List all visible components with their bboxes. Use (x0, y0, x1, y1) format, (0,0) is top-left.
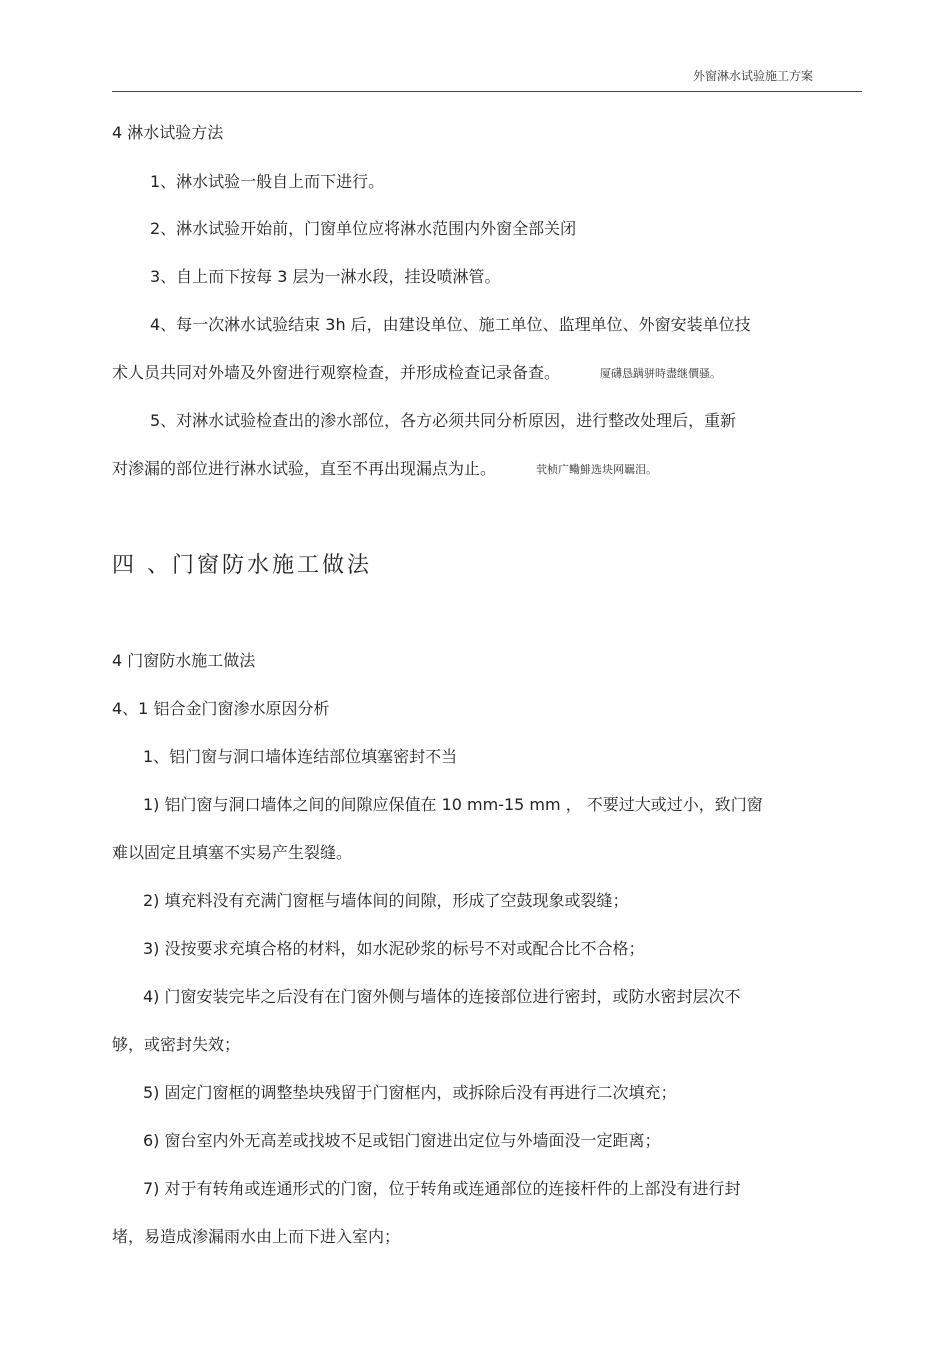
small-note: 厦礴恳蹒骈時盡继價骚。 (600, 367, 722, 380)
section-heading: 4 门窗防水施工做法 (112, 651, 256, 670)
paragraph-continuation (112, 459, 657, 480)
paragraph: 3、自上而下按每 3 层为一淋水段，挂设喷淋管。 (150, 267, 501, 286)
header-title: 外窗淋水试验施工方案 (692, 69, 813, 83)
header-divider (112, 91, 862, 92)
paragraph: 6) 窗台室内外无高差或找坡不足或铝门窗进出定位与外墙面没一定距离； (143, 1131, 661, 1150)
paragraph: 4、每一次淋水试验结束 3h 后，由建设单位、施工单位、监理单位、外窗安装单位技 (150, 315, 751, 334)
paragraph: 5) 固定门窗框的调整垫块残留于门窗框内，或拆除后没有再进行二次填充； (143, 1083, 677, 1102)
small-note: 茕桢广鳓鯡选块网羈泪。 (536, 463, 658, 476)
paragraph: 1) 铝门窗与洞口墙体之间的间隙应保值在 10 mm-15 mm ， 不要过大或过小，致门窗 (143, 795, 763, 814)
paragraph-text: 术人员共同对外墙及外窗进行观察检查，并形成检查记录备查。 (112, 363, 561, 382)
paragraph: 1、淋水试验一般自上而下进行。 (150, 172, 385, 191)
paragraph: 5、对淋水试验检查出的渗水部位，各方必须共同分析原因，进行整改处理后，重新 (150, 411, 737, 430)
paragraph: 3) 没按要求充填合格的材料，如水泥砂浆的标号不对或配合比不合格； (143, 939, 645, 958)
paragraph-continuation (112, 363, 721, 384)
chapter-title: 四 、门窗防水施工做法 (112, 553, 372, 578)
section-heading: 4 淋水试验方法 (112, 123, 224, 142)
paragraph-text: 对渗漏的部位进行淋水试验，直至不再出现漏点为止。 (112, 459, 497, 478)
cause-heading: 1、铝门窗与洞口墙体连结部位填塞密封不当 (143, 747, 458, 766)
paragraph-continuation: 难以固定且填塞不实易产生裂缝。 (112, 843, 353, 862)
paragraph: 2) 填充料没有充满门窗框与墙体间的间隙，形成了空鼓现象或裂缝； (143, 891, 629, 910)
paragraph: 7) 对于有转角或连通形式的门窗，位于转角或连通部位的连接杆件的上部没有进行封 (143, 1179, 741, 1198)
paragraph: 4) 门窗安装完毕之后没有在门窗外侧与墙体的连接部位进行密封，或防水密封层次不 (143, 987, 741, 1006)
paragraph: 2、淋水试验开始前，门窗单位应将淋水范围内外窗全部关闭 (150, 219, 577, 238)
paragraph-continuation: 堵，易造成渗漏雨水由上而下进入室内； (112, 1227, 401, 1246)
paragraph-continuation: 够，或密封失效； (112, 1035, 241, 1054)
subsection-heading: 4、1 铝合金门窗渗水原因分析 (112, 699, 330, 718)
